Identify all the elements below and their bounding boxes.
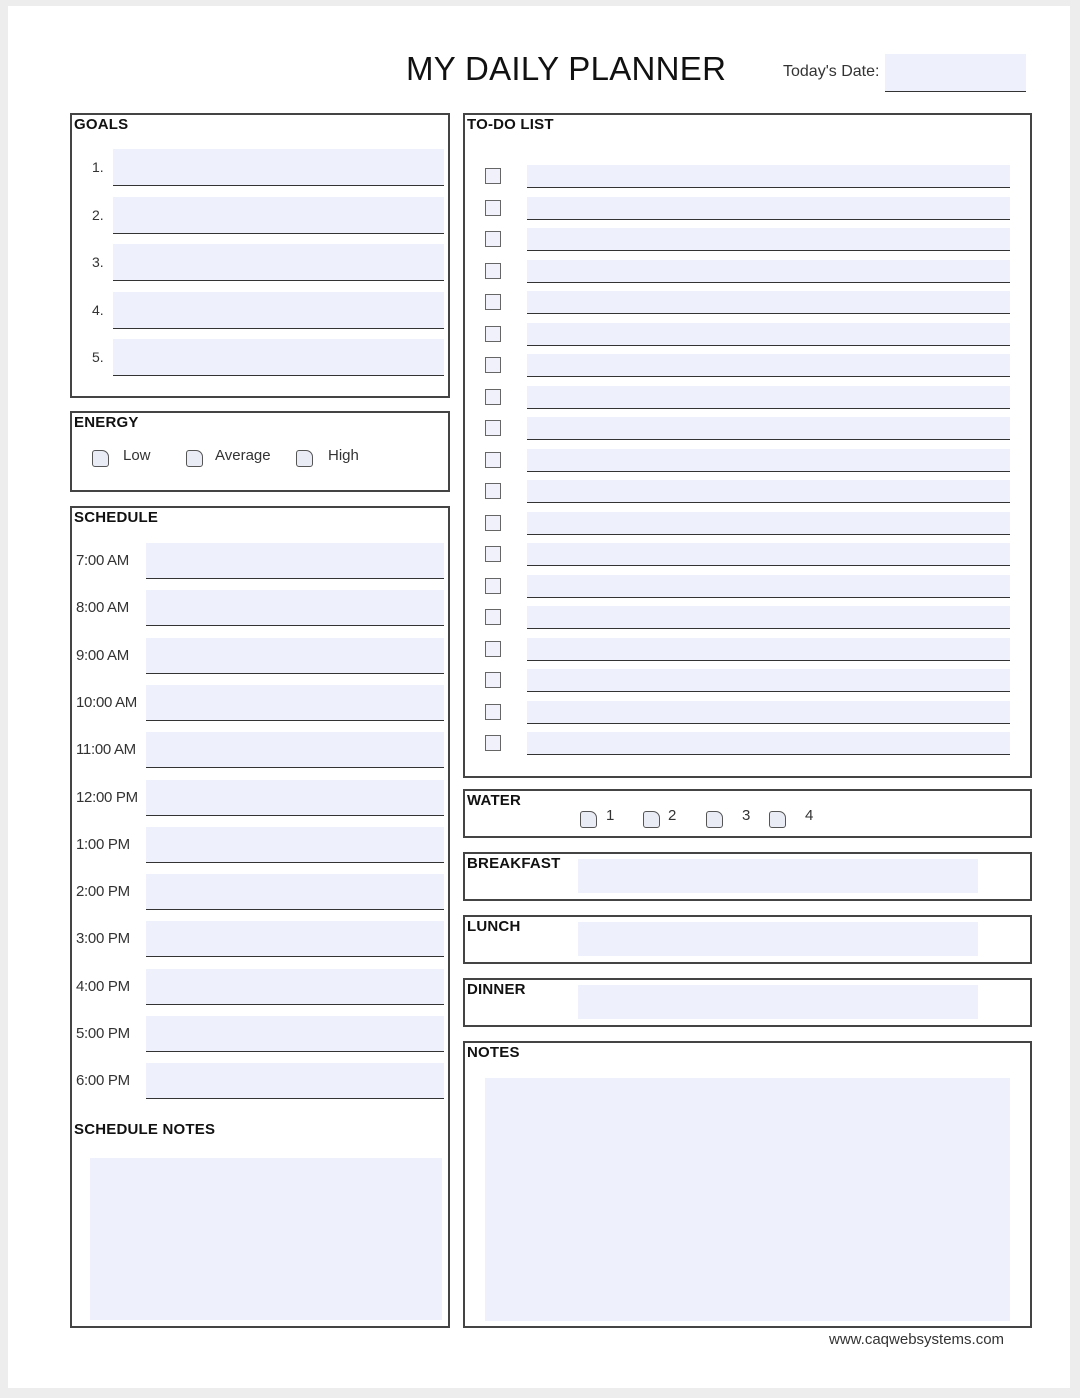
todo-checkbox[interactable]	[485, 200, 501, 216]
breakfast-field[interactable]	[578, 859, 978, 893]
todo-field[interactable]	[527, 417, 1010, 440]
water-2-label: 2	[668, 807, 677, 824]
todo-checkbox[interactable]	[485, 389, 501, 405]
goal-number: 4.	[92, 301, 104, 318]
water-4-label: 4	[805, 807, 814, 824]
footer-url: www.caqwebsystems.com	[829, 1331, 1005, 1348]
todo-field[interactable]	[527, 323, 1010, 346]
todo-checkbox[interactable]	[485, 357, 501, 373]
todo-checkbox[interactable]	[485, 672, 501, 688]
todo-field[interactable]	[527, 512, 1010, 535]
planner-page	[8, 6, 1070, 1388]
schedule-time-label: 7:00 AM	[76, 552, 129, 569]
energy-average-radio[interactable]	[186, 450, 203, 467]
todo-field[interactable]	[527, 575, 1010, 598]
todo-section	[463, 113, 1032, 778]
schedule-field[interactable]	[146, 780, 444, 816]
goal-field[interactable]	[113, 244, 444, 281]
schedule-title: SCHEDULE	[74, 509, 159, 526]
energy-high-label: High	[328, 447, 359, 464]
todo-field[interactable]	[527, 480, 1010, 503]
todo-title: TO-DO LIST	[467, 116, 554, 133]
energy-average-label: Average	[215, 447, 271, 464]
goal-number: 5.	[92, 349, 104, 365]
goal-number: 2.	[92, 206, 104, 223]
goal-number: 3.	[92, 254, 104, 270]
todo-checkbox[interactable]	[485, 641, 501, 657]
schedule-notes-title: SCHEDULE NOTES	[74, 1121, 216, 1138]
todo-checkbox[interactable]	[485, 452, 501, 468]
todo-field[interactable]	[527, 449, 1010, 472]
schedule-field[interactable]	[146, 1063, 444, 1099]
todo-field[interactable]	[527, 606, 1010, 629]
water-title: WATER	[467, 792, 522, 809]
schedule-notes-field[interactable]	[90, 1158, 442, 1320]
schedule-time-label: 8:00 AM	[76, 599, 129, 617]
water-section	[463, 789, 1032, 838]
schedule-time-label: 12:00 PM	[76, 788, 138, 806]
todo-checkbox[interactable]	[485, 546, 501, 562]
date-field[interactable]	[885, 54, 1026, 92]
todo-field[interactable]	[527, 543, 1010, 566]
schedule-time-label: 5:00 PM	[76, 1025, 130, 1042]
dinner-title: DINNER	[467, 981, 526, 998]
schedule-field[interactable]	[146, 732, 444, 768]
todo-field[interactable]	[527, 669, 1010, 692]
notes-title: NOTES	[467, 1044, 520, 1061]
goal-field[interactable]	[113, 197, 444, 234]
todo-checkbox[interactable]	[485, 231, 501, 247]
page-title: MY DAILY PLANNER	[406, 50, 727, 87]
todo-checkbox[interactable]	[485, 515, 501, 531]
energy-title: ENERGY	[74, 414, 139, 431]
todo-field[interactable]	[527, 701, 1010, 724]
todo-field[interactable]	[527, 732, 1010, 755]
todo-checkbox[interactable]	[485, 420, 501, 436]
schedule-field[interactable]	[146, 969, 444, 1005]
schedule-section	[70, 506, 450, 1328]
schedule-time-label: 1:00 PM	[76, 835, 130, 853]
notes-field[interactable]	[485, 1078, 1010, 1321]
water-1-label: 1	[606, 807, 615, 824]
goals-title: GOALS	[74, 116, 129, 133]
schedule-field[interactable]	[146, 590, 444, 626]
schedule-field[interactable]	[146, 874, 444, 910]
todo-checkbox[interactable]	[485, 168, 501, 184]
schedule-time-label: 11:00 AM	[76, 741, 136, 759]
schedule-field[interactable]	[146, 543, 444, 579]
schedule-field[interactable]	[146, 638, 444, 674]
todo-checkbox[interactable]	[485, 735, 501, 751]
goal-field[interactable]	[113, 149, 444, 186]
todo-field[interactable]	[527, 354, 1010, 377]
todo-field[interactable]	[527, 228, 1010, 251]
schedule-field[interactable]	[146, 685, 444, 721]
lunch-section	[463, 915, 1032, 964]
schedule-field[interactable]	[146, 921, 444, 957]
energy-section	[70, 411, 450, 492]
energy-low-label: Low	[123, 447, 151, 464]
todo-field[interactable]	[527, 260, 1010, 283]
goals-section	[70, 113, 450, 398]
todo-field[interactable]	[527, 165, 1010, 188]
todo-checkbox[interactable]	[485, 263, 501, 279]
schedule-field[interactable]	[146, 827, 444, 863]
todo-checkbox[interactable]	[485, 483, 501, 499]
date-label: Today's Date:	[783, 63, 880, 80]
todo-field[interactable]	[527, 386, 1010, 409]
todo-field[interactable]	[527, 638, 1010, 661]
goal-field[interactable]	[113, 292, 444, 329]
todo-checkbox[interactable]	[485, 609, 501, 625]
energy-low-radio[interactable]	[92, 450, 109, 467]
notes-section	[463, 1041, 1032, 1328]
goal-field[interactable]	[113, 339, 444, 376]
schedule-time-label: 4:00 PM	[76, 977, 130, 995]
schedule-time-label: 9:00 AM	[76, 646, 129, 664]
todo-field[interactable]	[527, 291, 1010, 314]
energy-high-radio[interactable]	[296, 450, 313, 467]
goal-number: 1.	[92, 159, 104, 175]
dinner-field[interactable]	[578, 985, 978, 1019]
todo-checkbox[interactable]	[485, 704, 501, 720]
dinner-section	[463, 978, 1032, 1027]
todo-checkbox[interactable]	[485, 326, 501, 342]
breakfast-title: BREAKFAST	[467, 855, 561, 872]
schedule-time-label: 6:00 PM	[76, 1072, 130, 1090]
schedule-field[interactable]	[146, 1016, 444, 1052]
lunch-title: LUNCH	[467, 918, 521, 935]
water-2-checkbox[interactable]	[643, 811, 660, 828]
water-1-checkbox[interactable]	[580, 811, 597, 828]
schedule-time-label: 3:00 PM	[76, 930, 130, 948]
schedule-time-label: 10:00 AM	[76, 693, 137, 711]
schedule-time-label: 2:00 PM	[76, 883, 130, 901]
water-4-checkbox[interactable]	[769, 811, 786, 828]
todo-field[interactable]	[527, 197, 1010, 220]
todo-checkbox[interactable]	[485, 294, 501, 310]
water-3-checkbox[interactable]	[706, 811, 723, 828]
lunch-field[interactable]	[578, 922, 978, 956]
breakfast-section	[463, 852, 1032, 901]
todo-checkbox[interactable]	[485, 578, 501, 594]
water-3-label: 3	[742, 807, 751, 824]
